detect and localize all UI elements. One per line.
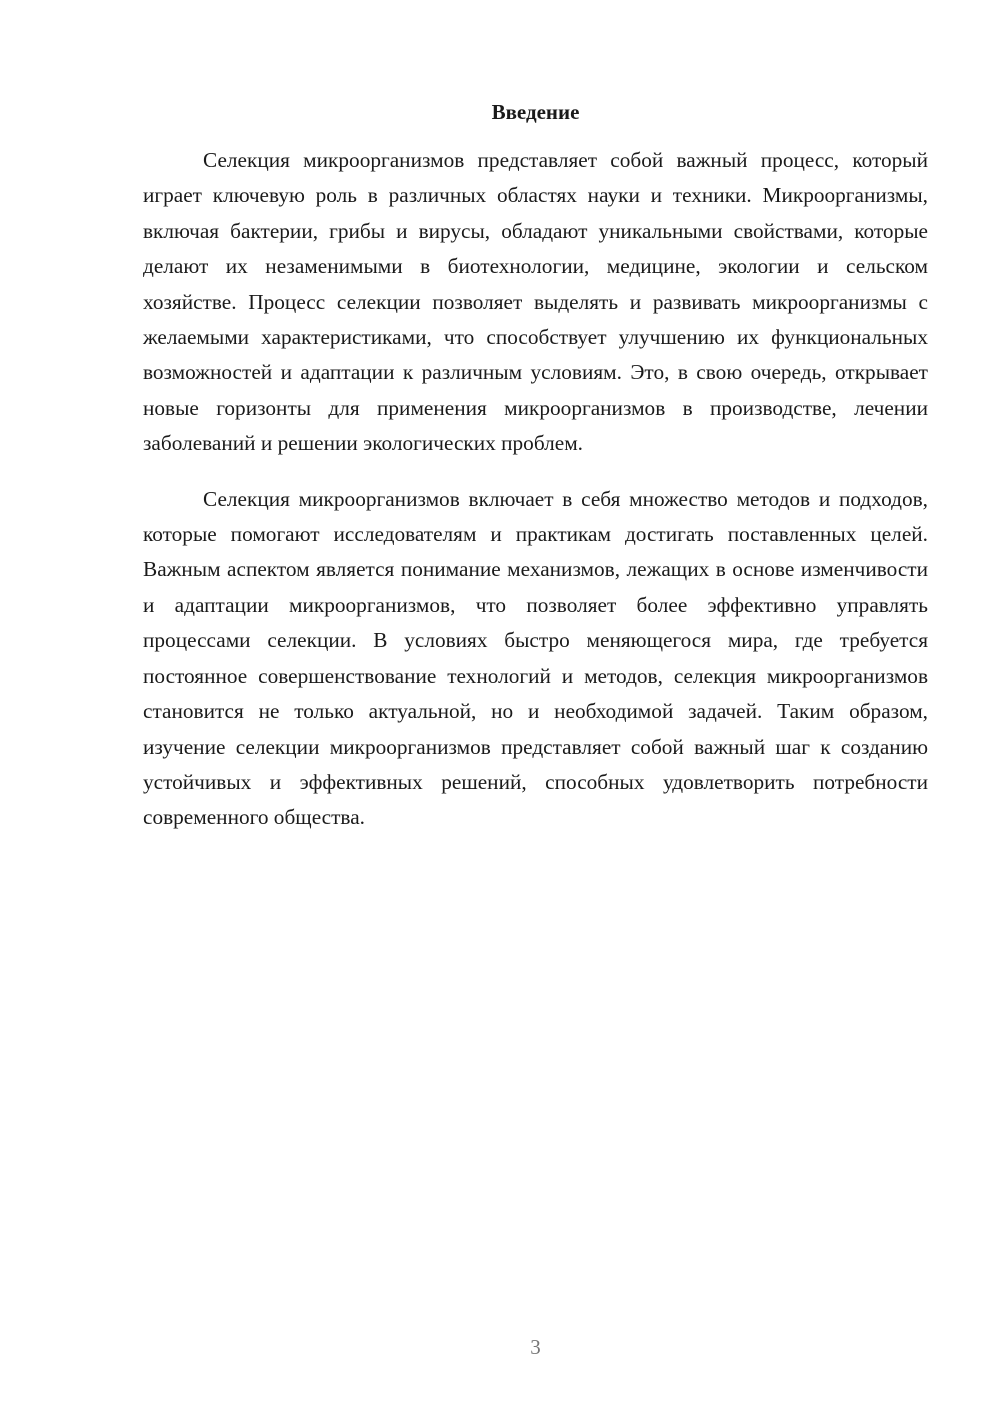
paragraph-1: Селекция микроорганизмов представляет собой важный процесс, который играет ключевую роль в различных областях науки и техники. Микроорганизмы, включая бактерии, грибы и вирусы, обладают уникальными свойствами, которые делают их незаменимыми в биотехнологии, медицине, экологии и сельском хозяйстве. Процесс селекции позволяет выделять и развивать микроорганизмы с желаемыми характеристиками, что способствует улучшению их функциональных возможностей и адаптации к различным условиям. Это, в свою очередь, открывает новые горизонты для применения микроорганизмов в производстве, лечении заболеваний и решении экологических проблем. bbox=[143, 148, 928, 456]
section-heading: Введение bbox=[491, 100, 580, 124]
page-number: 3 bbox=[530, 1335, 541, 1359]
paragraph-2: Селекция микроорганизмов включает в себя множество методов и подходов, которые помогают исследователям и практикам достигать поставленных целей. Важным аспектом является понимание механизмов, лежащих в основе изменчивости и адаптации микроорганизмов, что позволяет более эффективно управлять процессами селекции. В условиях быстро меняющегося мира, где требуется постоянное совершенствование технологий и методов, селекция микроорганизмов становится не только актуальной, но и необходимой задачей. Таким образом, изучение селекции микроорганизмов представляет собой важный шаг к созданию устойчивых и эффективных решений, способных удовлетворить потребности современного общества. bbox=[143, 486, 928, 830]
body-text bbox=[143, 143, 928, 836]
